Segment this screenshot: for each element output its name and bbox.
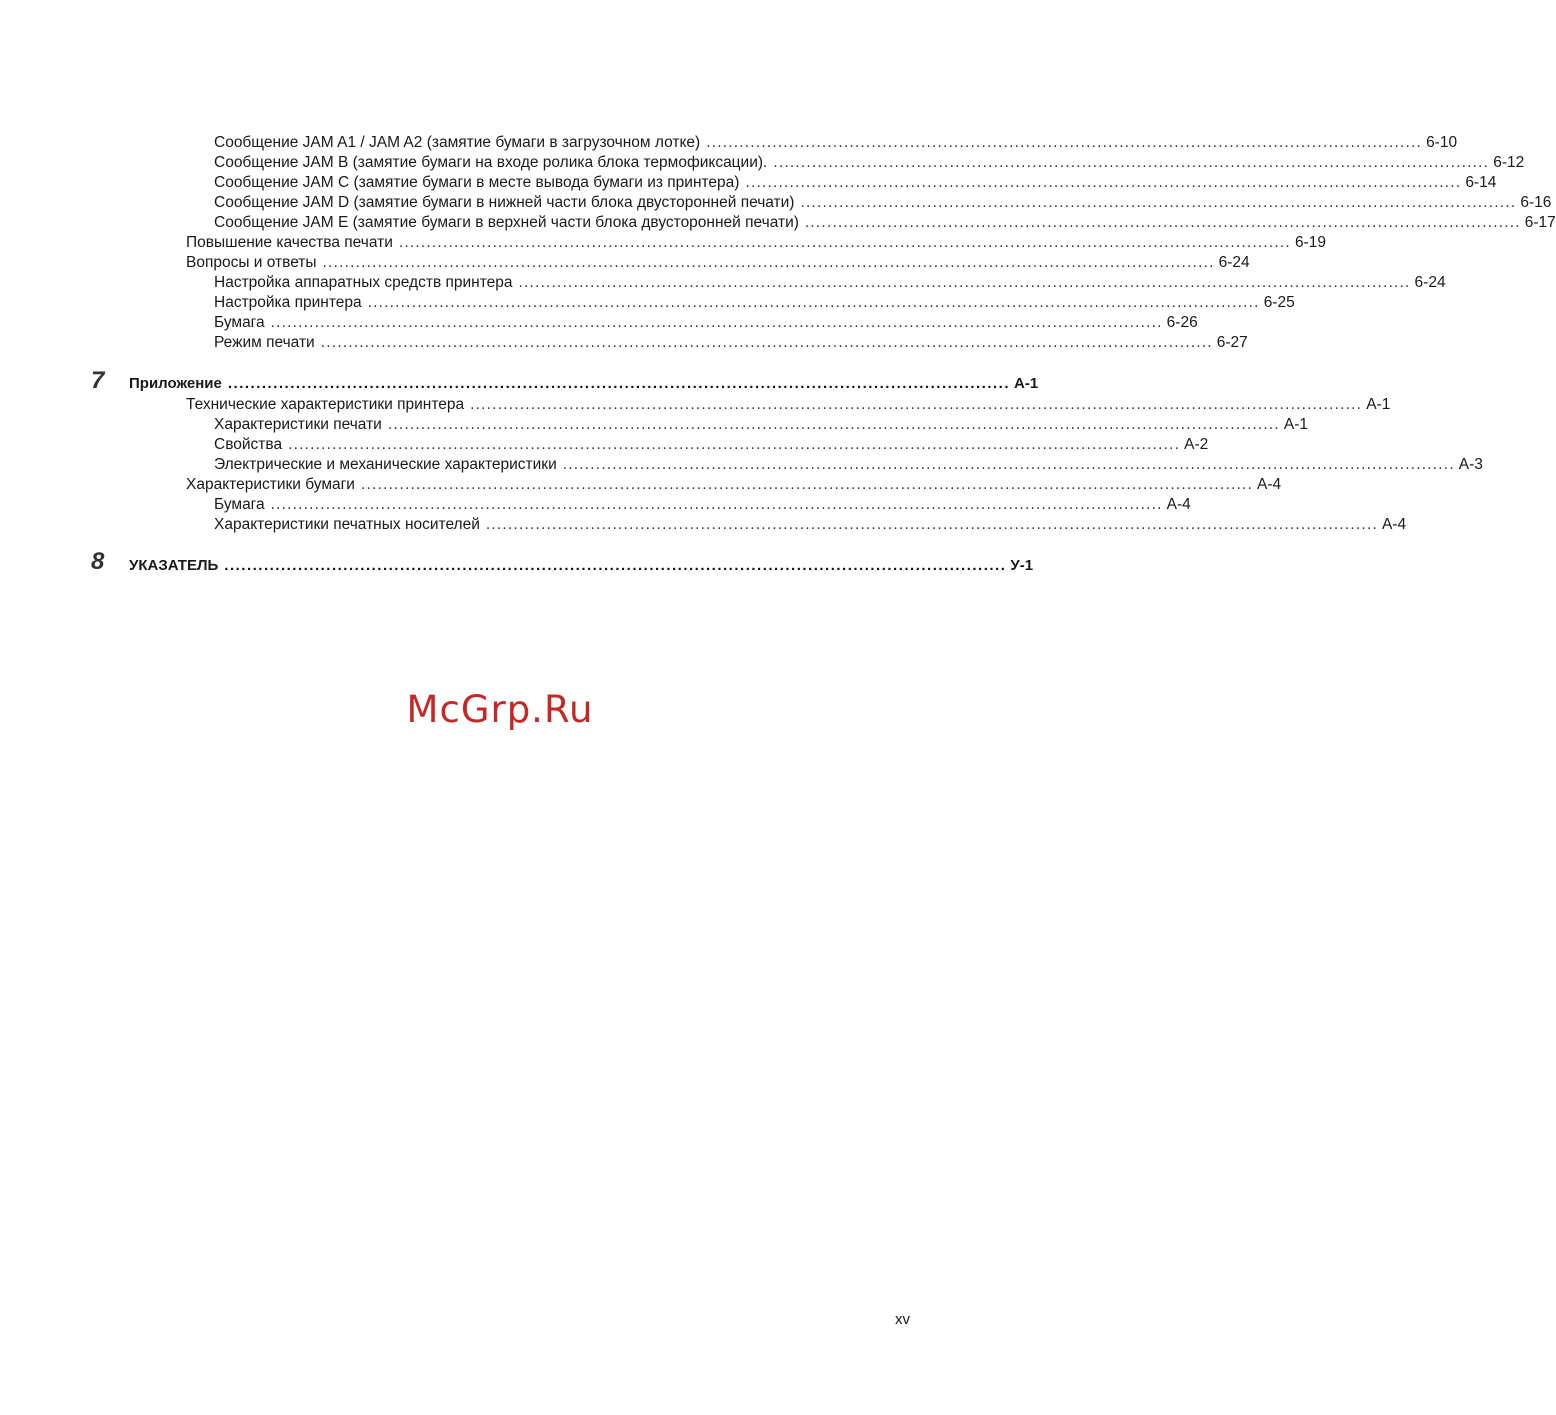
toc-entry[interactable] <box>214 153 1525 173</box>
toc-entry-page: 6-17 <box>1524 214 1556 231</box>
toc-entry-title: Характеристики печатных носителей <box>214 516 480 533</box>
toc-entry-title: Сообщение JAM B (замятие бумаги на входе ролика блока термофиксации). <box>214 154 768 171</box>
chapter-heading[interactable] <box>129 556 1034 576</box>
toc-entry[interactable] <box>186 233 1326 253</box>
chapter-number: 7 <box>91 367 105 394</box>
leader-dots: .................................................................................................................................................................. <box>288 436 1181 453</box>
toc-entry-title: Технические характеристики принтера <box>186 396 465 413</box>
toc-entry-page: 6-24 <box>1218 254 1250 271</box>
toc-entry[interactable] <box>214 193 1552 213</box>
chapter-page: A-1 <box>1014 375 1039 392</box>
toc-entry[interactable] <box>214 515 1407 535</box>
chapter-heading[interactable] <box>129 374 1039 394</box>
leader-dots: .................................................................................................................................................................. <box>320 334 1213 351</box>
toc-entry-page: A-4 <box>1381 516 1407 533</box>
toc-entry[interactable] <box>214 293 1295 313</box>
toc-entry-page: A-1 <box>1366 396 1391 413</box>
toc-entry-page: 6-12 <box>1493 154 1525 171</box>
toc-entry-title: Сообщение JAM A1 / JAM A2 (замятие бумаги в загрузочном лотке) <box>214 134 701 151</box>
toc-entry-title: Бумага <box>214 314 265 331</box>
leader-dots: .......................................................................................................................................... <box>224 557 1007 574</box>
toc-entry-title: Характеристики бумаги <box>186 476 355 493</box>
leader-dots: .................................................................................................................................................................. <box>562 456 1455 473</box>
toc-entry-page: A-4 <box>1256 476 1282 493</box>
toc-entry-title: Бумага <box>214 496 265 513</box>
toc-entry-page: 6-14 <box>1465 174 1497 191</box>
chapter-number: 8 <box>91 548 105 575</box>
toc-entry[interactable] <box>214 495 1191 515</box>
toc-entry-title: Настройка аппаратных средств принтера <box>214 274 513 291</box>
toc-entry[interactable] <box>214 133 1458 153</box>
toc-entry-title: Вопросы и ответы <box>186 254 317 271</box>
toc-entry-title: Свойства <box>214 436 283 453</box>
leader-dots: .................................................................................................................................................................. <box>367 294 1260 311</box>
toc-entry[interactable] <box>186 253 1250 273</box>
toc-entry-title: Характеристики печати <box>214 416 382 433</box>
leader-dots: .................................................................................................................................. <box>745 174 1462 191</box>
leader-dots: .................................................................................................................................................................. <box>270 314 1163 331</box>
toc-entry[interactable] <box>214 213 1556 233</box>
watermark-text: McGrp.Ru <box>406 688 594 731</box>
toc-entry[interactable] <box>214 435 1209 455</box>
chapter-title: Приложение <box>129 375 222 392</box>
leader-dots: .................................................................................................................................................................. <box>518 274 1411 291</box>
leader-dots: .................................................................................................................................................................. <box>322 254 1215 271</box>
toc-entry-page: A-3 <box>1458 456 1483 473</box>
leader-dots: .................................................................................................................................. <box>800 194 1517 211</box>
chapter-title: УКАЗАТЕЛЬ <box>129 557 219 574</box>
toc-entry-page: 6-27 <box>1216 334 1248 351</box>
leader-dots: .................................................................................................................................................................. <box>360 476 1253 493</box>
leader-dots: .................................................................................................................................................................. <box>485 516 1378 533</box>
toc-entry-title: Настройка принтера <box>214 294 362 311</box>
toc-entry-title: Сообщение JAM C (замятие бумаги в месте вывода бумаги из принтера) <box>214 174 740 191</box>
toc-entry-page: A-1 <box>1283 416 1309 433</box>
toc-entry-title: Электрические и механические характеристики <box>214 456 557 473</box>
leader-dots: .................................................................................................................................. <box>706 134 1423 151</box>
toc-entry[interactable] <box>214 313 1198 333</box>
toc-entry[interactable] <box>214 333 1248 353</box>
leader-dots: .................................................................................................................................................................. <box>387 416 1280 433</box>
toc-entry[interactable] <box>186 395 1391 415</box>
toc-entry-title: Режим печати <box>214 334 315 351</box>
chapter-page: У-1 <box>1010 557 1034 574</box>
toc-entry-page: 6-10 <box>1426 134 1458 151</box>
toc-entry[interactable] <box>214 415 1309 435</box>
toc-entry-title: Повышение качества печати <box>186 234 393 251</box>
toc-entry-page: A-2 <box>1184 436 1209 453</box>
toc-entry[interactable] <box>214 173 1497 193</box>
toc-entry[interactable] <box>186 475 1282 495</box>
leader-dots: .................................................................................................................................. <box>773 154 1490 171</box>
leader-dots: .................................................................................................................................................................. <box>270 496 1163 513</box>
toc-entry[interactable] <box>214 455 1483 475</box>
toc-entry-page: 6-19 <box>1294 234 1326 251</box>
toc-entry[interactable] <box>214 273 1446 293</box>
toc-entry-page: A-4 <box>1166 496 1191 513</box>
page-number: xv <box>895 1311 910 1328</box>
toc-entry-title: Сообщение JAM E (замятие бумаги в верхней части блока двусторонней печати) <box>214 214 799 231</box>
toc-entry-title: Сообщение JAM D (замятие бумаги в нижней части блока двусторонней печати) <box>214 194 795 211</box>
toc-entry-page: 6-24 <box>1414 274 1446 291</box>
toc-entry-page: 6-26 <box>1166 314 1198 331</box>
toc-entry-page: 6-25 <box>1263 294 1295 311</box>
toc-entry-page: 6-16 <box>1520 194 1552 211</box>
leader-dots: .................................................................................................................................................................. <box>470 396 1363 413</box>
leader-dots: .......................................................................................................................................... <box>227 375 1010 392</box>
leader-dots: .................................................................................................................................................................. <box>398 234 1291 251</box>
leader-dots: .................................................................................................................................. <box>804 214 1521 231</box>
